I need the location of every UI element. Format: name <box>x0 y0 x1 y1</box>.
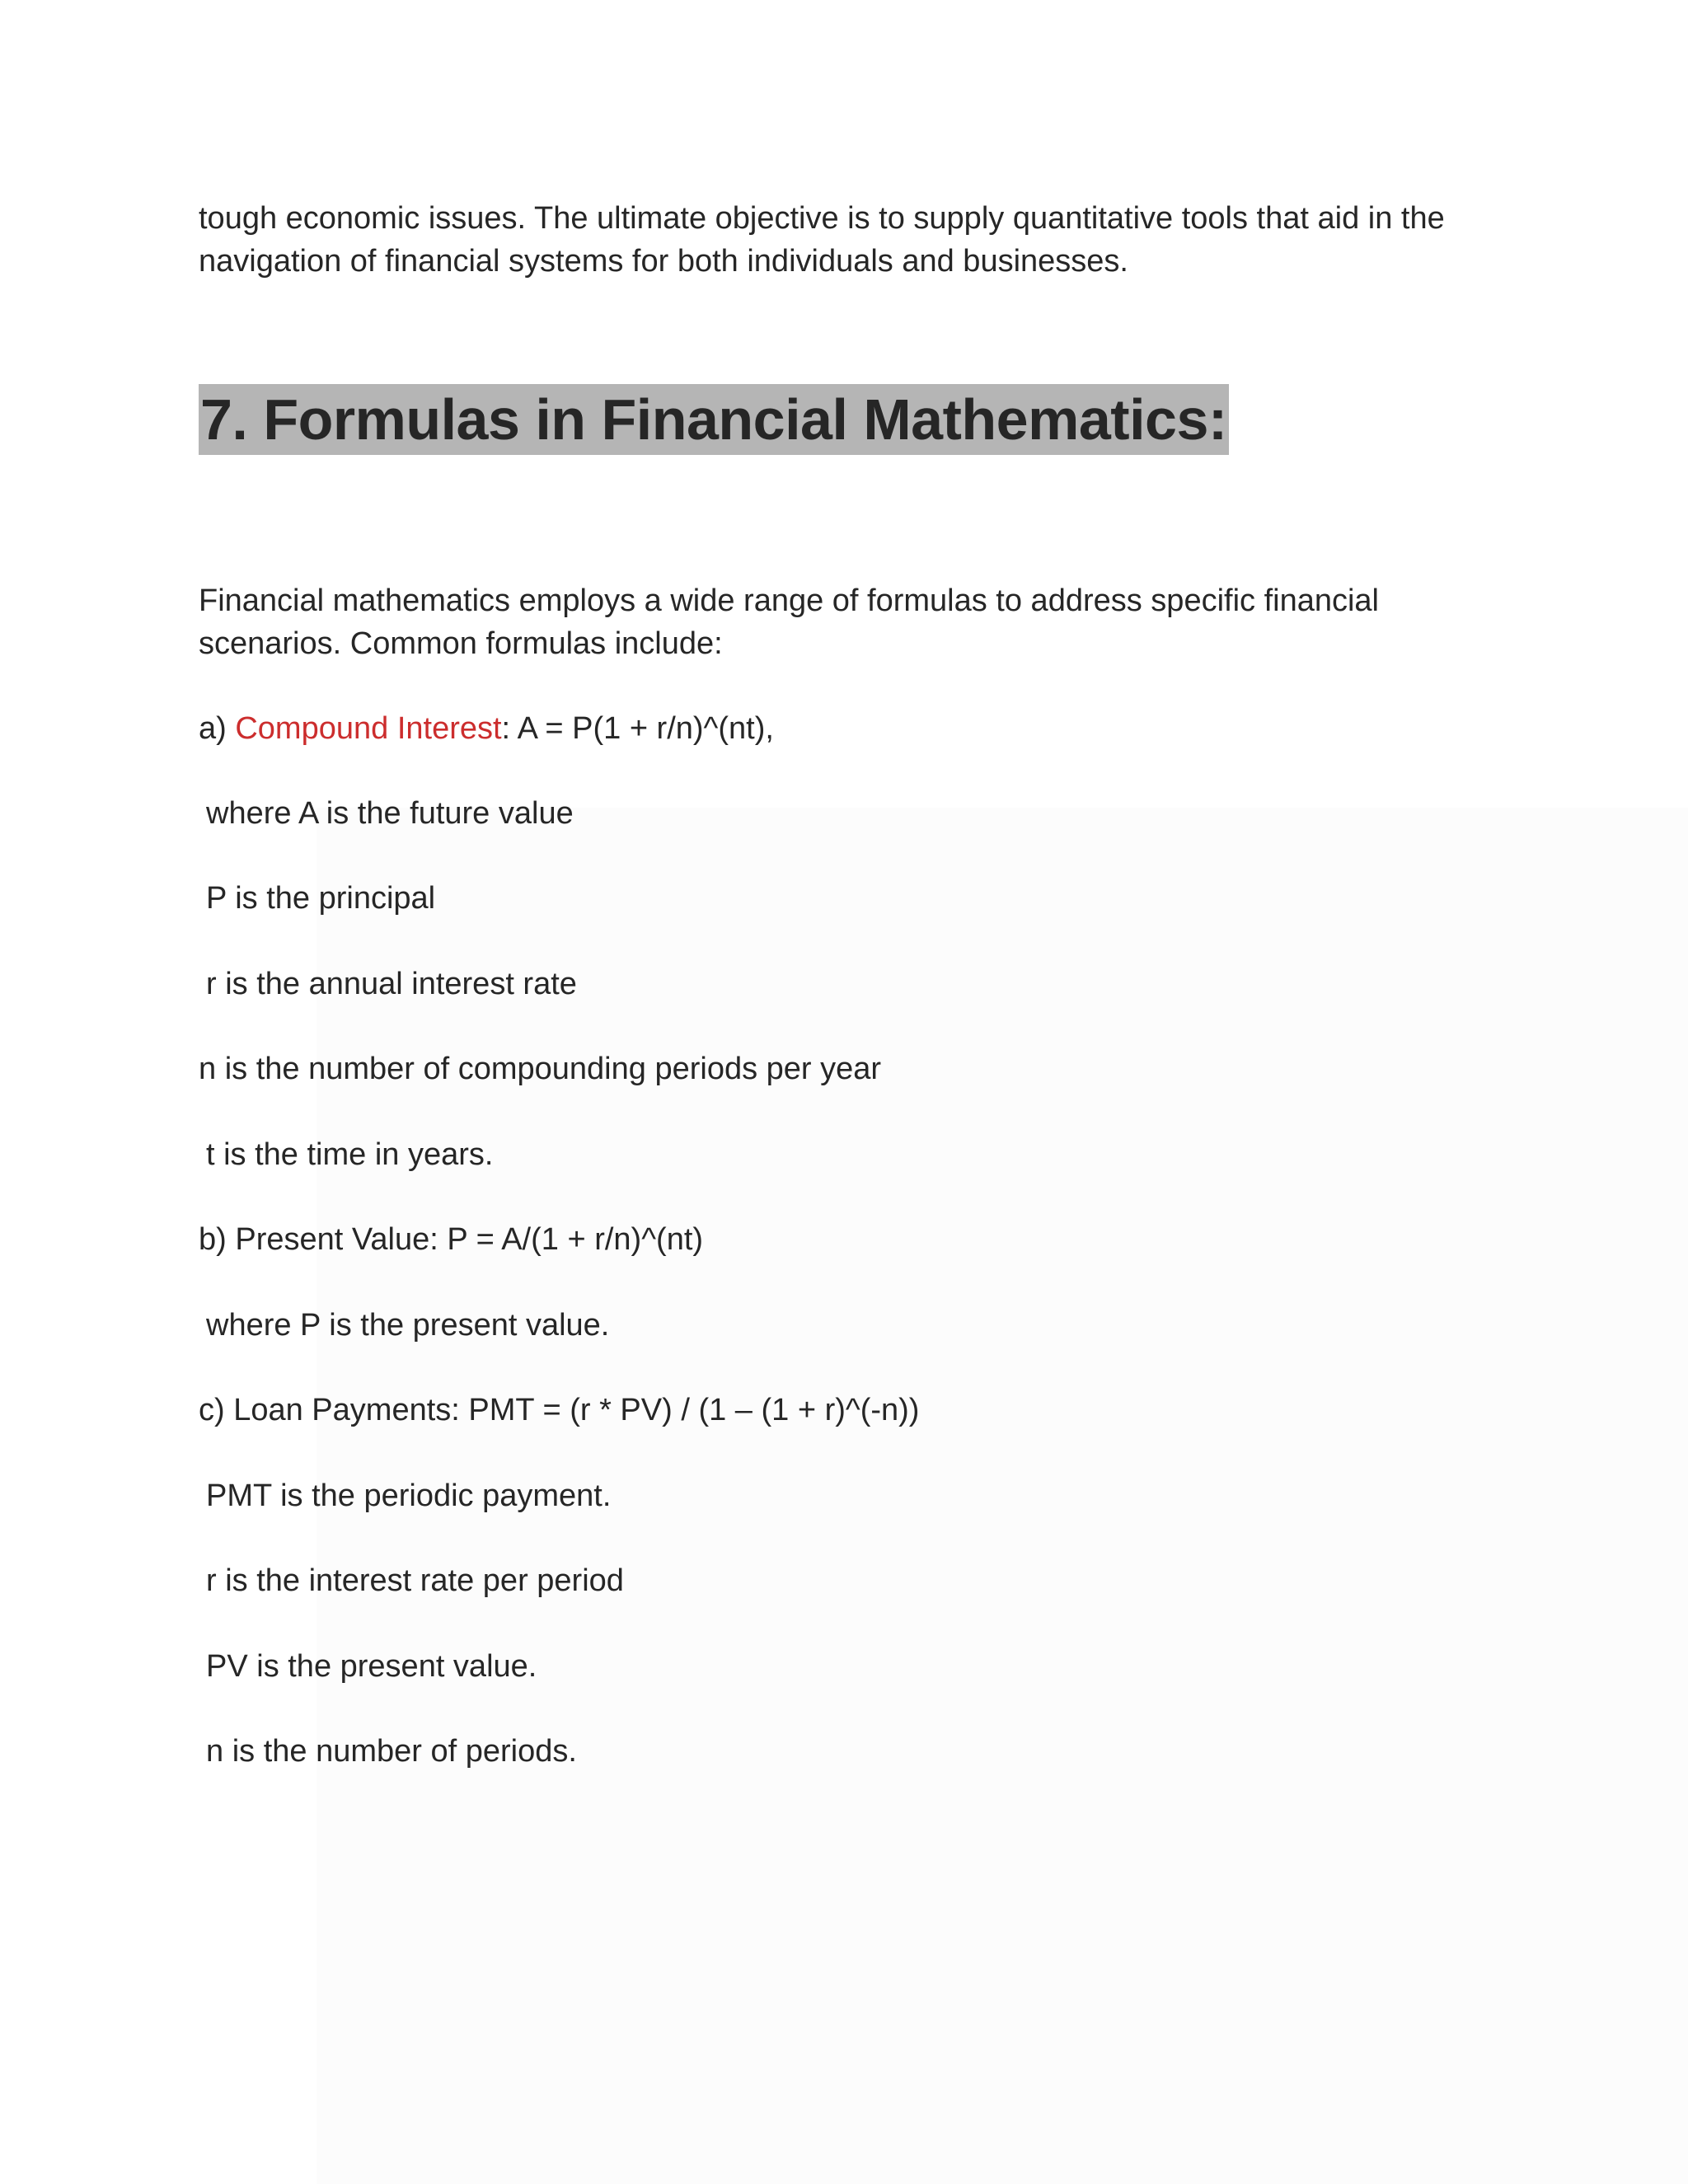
compound-interest-line <box>199 707 774 750</box>
compound-where-principal: P is the principal <box>206 881 436 916</box>
loan-where-periods: n is the number of periods. <box>206 1734 577 1769</box>
compound-where-rate: r is the annual interest rate <box>206 967 577 1001</box>
compound-where-time: t is the time in years. <box>206 1137 494 1172</box>
compound-interest-formula: : A = P(1 + r/n)^(nt), <box>501 711 774 746</box>
compound-interest-link[interactable]: Compound Interest <box>235 711 502 746</box>
loan-where-pv: PV is the present value. <box>206 1649 537 1684</box>
compound-where-future-value: where A is the future value <box>206 796 574 831</box>
intro-line-1: tough economic issues. The ultimate objective is to supply quantitative tools that aid in the <box>199 201 1445 236</box>
loan-payments-formula: c) Loan Payments: PMT = (r * PV) / (1 – (1 + r)^(-n)) <box>199 1393 920 1427</box>
compound-where-periods: n is the number of compounding periods per year <box>199 1052 882 1086</box>
section-heading: 7. Formulas in Financial Mathematics: <box>199 384 1229 455</box>
paragraph-line-2: scenarios. Common formulas include: <box>199 626 723 661</box>
present-value-formula: b) Present Value: P = A/(1 + r/n)^(nt) <box>199 1222 704 1257</box>
present-value-where: where P is the present value. <box>206 1308 610 1343</box>
intro-line-2: navigation of financial systems for both individuals and businesses. <box>199 244 1128 279</box>
loan-where-pmt: PMT is the periodic payment. <box>206 1479 612 1513</box>
paragraph-line-1: Financial mathematics employs a wide range of formulas to address specific financial <box>199 583 1379 618</box>
compound-interest-prefix: a) <box>199 711 236 746</box>
loan-where-rate: r is the interest rate per period <box>206 1563 624 1598</box>
